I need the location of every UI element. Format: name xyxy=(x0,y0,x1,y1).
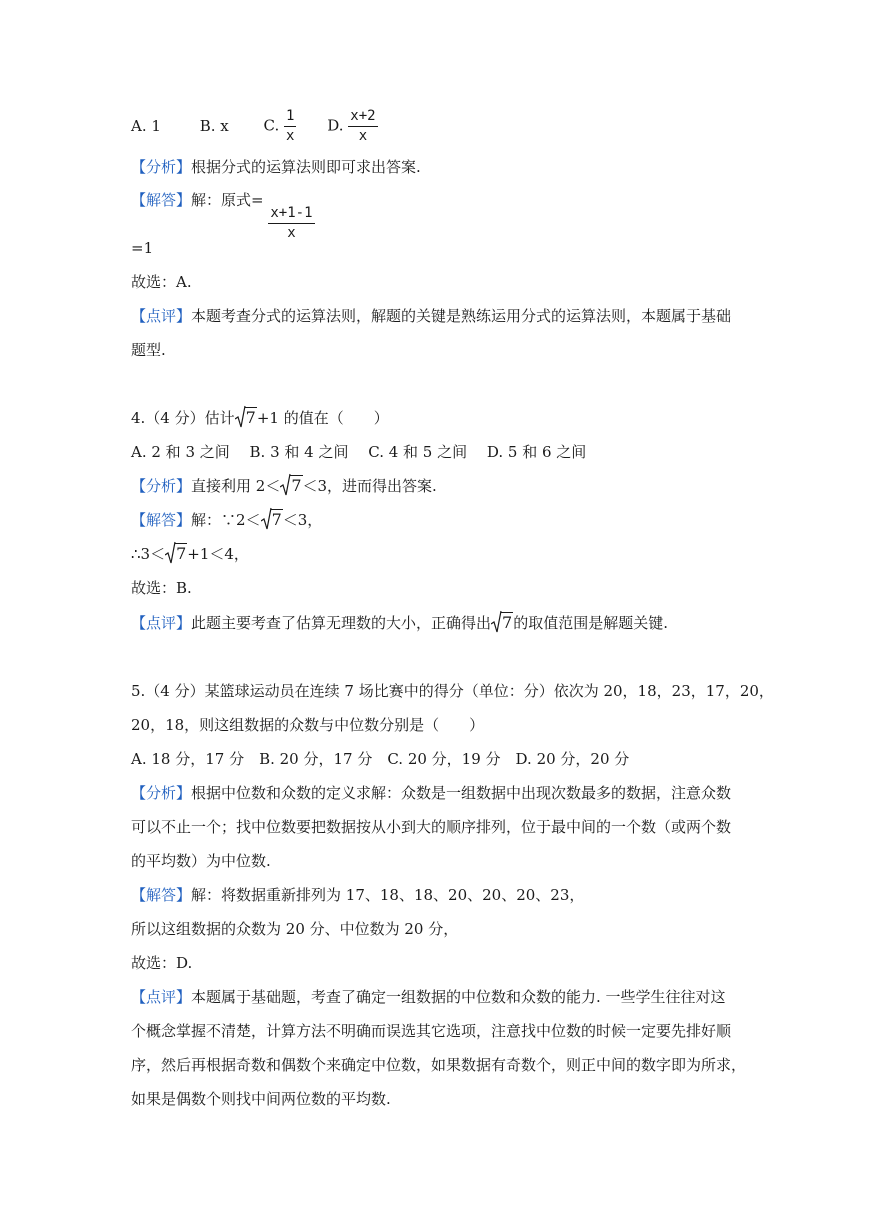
q5-stem-cont: 20，18，则这组数据的众数与中位数分别是（ ） xyxy=(131,716,485,734)
q3-option-a: A. 1 xyxy=(131,116,161,135)
q5-choice: 故选：D. xyxy=(131,954,193,972)
answer-tag: 【解答】 xyxy=(131,191,192,209)
analysis-tag: 【分析】 xyxy=(131,784,192,802)
q5-answer-cont: 所以这组数据的众数为 20 分、中位数为 20 分， xyxy=(131,920,459,938)
answer-tag: 【解答】 xyxy=(131,886,192,904)
q3-options xyxy=(131,108,378,145)
sqrt-symbol: 7 xyxy=(261,510,283,530)
q4-comment: 【点评】此题主要考查了估算无理数的大小，正确得出 7的取值范围是解题关键. xyxy=(131,613,668,632)
q3-choice: 故选：A. xyxy=(131,273,192,291)
fraction: $\frac{1}{x}$ xyxy=(286,108,295,144)
q3-result: =1 xyxy=(131,239,154,257)
sqrt-symbol: 7 xyxy=(165,544,187,564)
comment-tag: 【点评】 xyxy=(131,614,192,632)
sqrt-symbol: 7 xyxy=(235,408,257,428)
q3-answer: 【解答】解：原式= $\frac{x+1-1}{x}$ xyxy=(131,191,313,241)
fraction: $\frac{x+2}{x}$ xyxy=(350,108,376,144)
q5-analysis: 【分析】根据中位数和众数的定义求解：众数是一组数据中出现次数最多的数据，注意众数 xyxy=(131,784,732,802)
q3-comment: 【点评】本题考查分式的运算法则，解题的关键是熟练运用分式的运算法则，本题属于基础 xyxy=(131,307,732,325)
comment-tag: 【点评】 xyxy=(131,988,192,1006)
q4-therefore: ∴3＜ 7+1＜4， xyxy=(131,544,249,563)
q5-comment-cont: 如果是偶数个则找中间两位数的平均数. xyxy=(131,1090,391,1108)
q3-analysis: 【分析】根据分式的运算法则即可求出答案. xyxy=(131,158,421,176)
q5-comment-cont: 个概念掌握不清楚，计算方法不明确而误选其它选项，注意找中位数的时候一定要先排好顺 xyxy=(131,1022,732,1040)
q3-comment-cont: 题型. xyxy=(131,341,166,359)
q3-option-c: C. $\frac{1}{x}$ xyxy=(263,108,295,144)
sqrt-symbol: 7 xyxy=(491,613,513,633)
q5-stem: 5.（4 分）某篮球运动员在连续 7 场比赛中的得分（单位：分）依次为 20，18，23，17，20， xyxy=(131,682,774,700)
sqrt-symbol: 7 xyxy=(280,476,302,496)
q4-choice: 故选：B. xyxy=(131,579,192,597)
q3-option-d: D. $\frac{x+2}{x}$ xyxy=(327,108,376,144)
comment-tag: 【点评】 xyxy=(131,307,192,325)
q3-option-b: B. x xyxy=(199,116,229,135)
q4-stem: 4.（4 分）估计 7+1 的值在（ ） xyxy=(131,408,389,427)
q5-analysis-cont: 可以不止一个；找中位数要把数据按从小到大的顺序排列，位于最中间的一个数（或两个数 xyxy=(131,818,732,836)
q5-answer: 【解答】解：将数据重新排列为 17、18、18、20、20、20、23， xyxy=(131,886,585,904)
fraction: $\frac{x+1-1}{x}$ xyxy=(270,205,313,241)
q5-comment-cont: 序，然后再根据奇数和偶数个来确定中位数，如果数据有奇数个，则正中间的数字即为所求， xyxy=(131,1056,747,1074)
analysis-tag: 【分析】 xyxy=(131,158,192,176)
answer-tag: 【解答】 xyxy=(131,511,192,529)
q5-options: A. 18 分，17 分 B. 20 分，17 分 C. 20 分，19 分 D. 20 分，20 分 xyxy=(131,750,630,768)
analysis-tag: 【分析】 xyxy=(131,477,192,495)
q4-answer: 【解答】解：∵2＜ 7＜3， xyxy=(131,510,323,529)
q4-analysis: 【分析】直接利用 2＜ 7＜3，进而得出答案. xyxy=(131,476,437,495)
q5-analysis-cont: 的平均数）为中位数. xyxy=(131,852,271,870)
q5-comment: 【点评】本题属于基础题，考查了确定一组数据的中位数和众数的能力. 一些学生往往对这 xyxy=(131,988,726,1006)
q4-options: A. 2 和 3 之间 B. 3 和 4 之间 C. 4 和 5 之间 D. 5 和 6 之间 xyxy=(131,443,587,461)
